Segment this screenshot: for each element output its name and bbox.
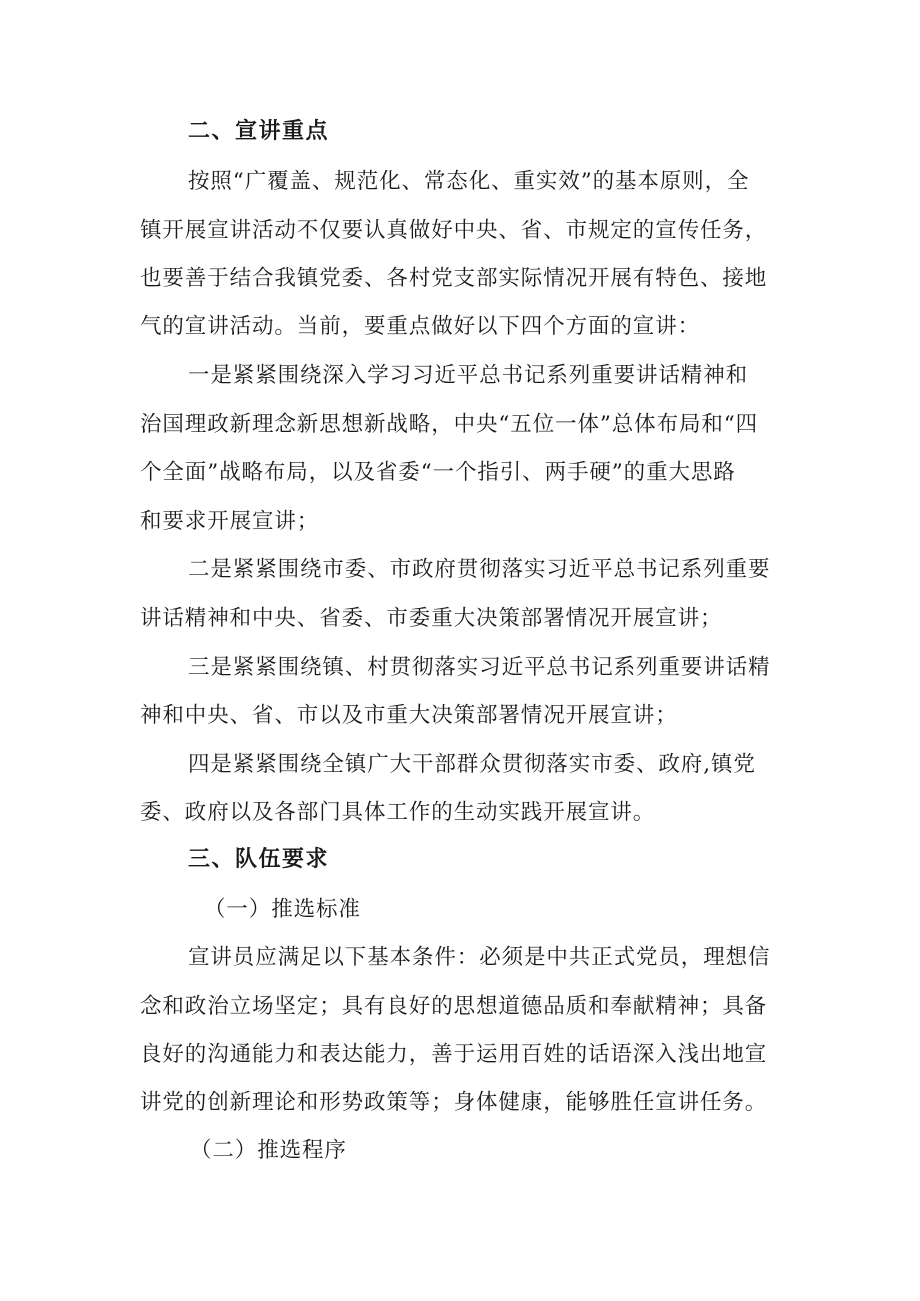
paragraph-line: 也要善于结合我镇党委、各村党支部实际情况开展有特色、接地 [140, 266, 768, 291]
subsection-title: （二）推选程序 [190, 1138, 347, 1163]
paragraph-line: 讲党的创新理论和形势政策等；身体健康，能够胜任宣讲任务。 [140, 1090, 768, 1115]
paragraph-line: 治国理政新理念新思想新战略，中央“五位一体”总体布局和“四 [140, 412, 759, 437]
section-heading: 三、队伍要求 [188, 847, 330, 872]
paragraph-line: 讲话精神和中央、省委、市委重大决策部署情况开展宣讲； [140, 606, 723, 631]
paragraph-line: 四是紧紧围绕全镇广大干部群众贯彻落实市委、政府,镇党 [188, 752, 756, 777]
paragraph-line: 一是紧紧围绕深入学习习近平总书记系列重要讲话精神和 [188, 363, 749, 388]
paragraph-line: 委、政府以及各部门具体工作的生动实践开展宣讲。 [140, 800, 656, 825]
paragraph-line: 气的宣讲活动。当前，要重点做好以下四个方面的宣讲： [140, 314, 701, 339]
paragraph-line: 镇开展宣讲活动不仅要认真做好中央、省、市规定的宣传任务， [140, 218, 768, 243]
paragraph-line: 个全面”战略布局，以及省委“一个指引、两手硬”的重大思路 [140, 460, 736, 485]
subsection-title: （一）推选标准 [204, 897, 361, 922]
paragraph-line: 按照“广覆盖、规范化、常态化、重实效”的基本原则，全 [188, 169, 750, 194]
paragraph-line: 神和中央、省、市以及市重大决策部署情况开展宣讲； [140, 703, 678, 728]
section-heading: 二、宣讲重点 [188, 119, 330, 144]
paragraph-line: 和要求开展宣讲； [140, 509, 320, 534]
paragraph-line: 良好的沟通能力和表达能力，善于运用百姓的话语深入浅出地宣 [140, 1042, 768, 1067]
paragraph-line: 二是紧紧围绕市委、市政府贯彻落实习近平总书记系列重要 [188, 557, 771, 582]
paragraph-line: 三是紧紧围绕镇、村贯彻落实习近平总书记系列重要讲话精 [188, 655, 771, 680]
paragraph-line: 宣讲员应满足以下基本条件：必须是中共正式党员，理想信 [188, 945, 771, 970]
paragraph-line: 念和政治立场坚定；具有良好的思想道德品质和奉献精神；具备 [140, 994, 768, 1019]
